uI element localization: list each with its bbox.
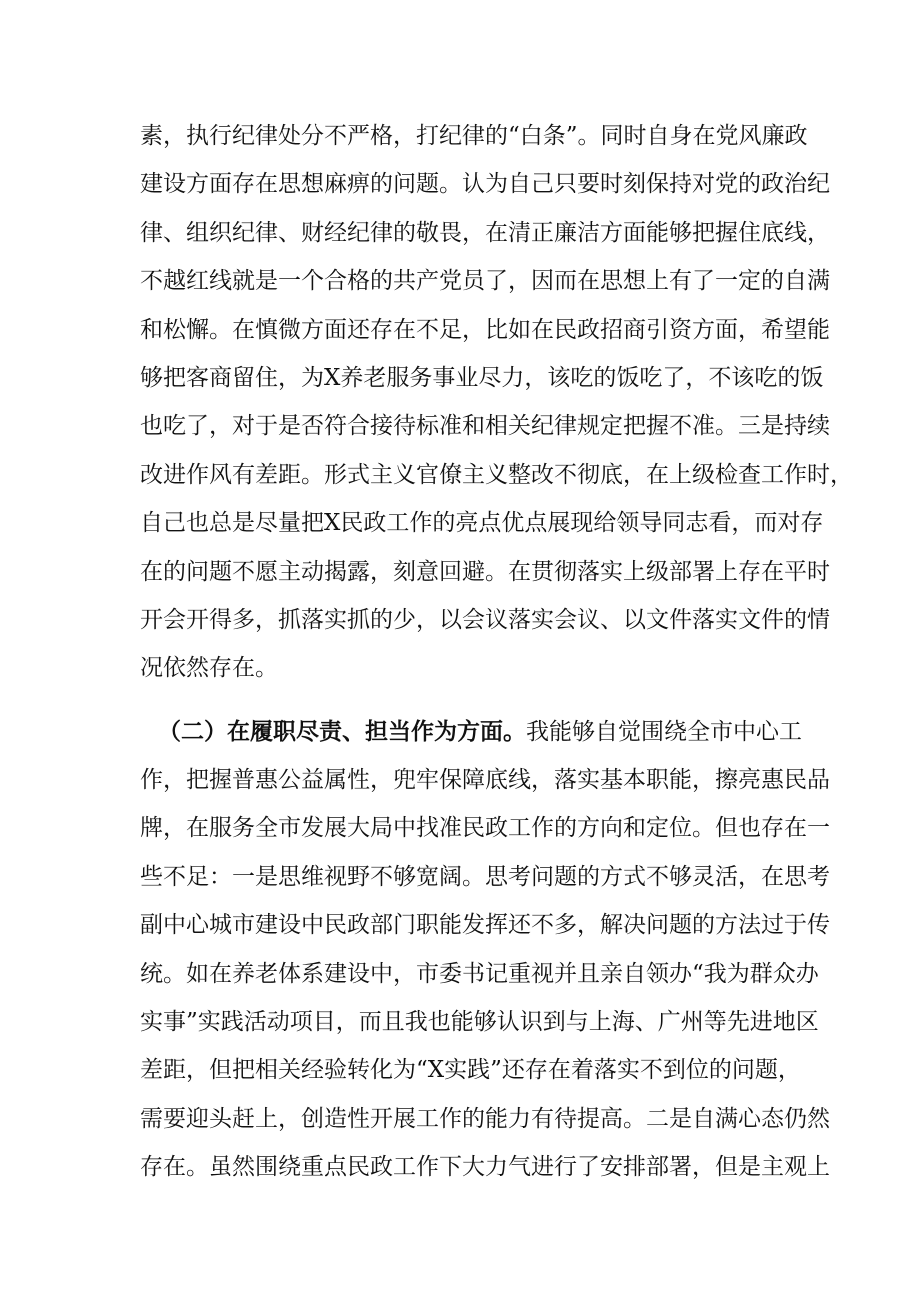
text-line: 建设方面存在思想麻痹的问题。认为自己只要时刻保持对党的政治纪	[140, 171, 830, 198]
document-page	[140, 112, 853, 1192]
paragraph-gap	[140, 693, 794, 708]
text-line: 副中心城市建设中民政部门职能发挥还不多，解决问题的方法过于传	[140, 912, 830, 939]
text-line: 些不足：一是思维视野不够宽阔。思考问题的方式不够灵活，在思考	[140, 863, 830, 890]
paragraph-discipline	[140, 112, 853, 693]
text-line: 改进作风有差距。形式主义官僚主义整改不彻底，在上级检查工作时，	[140, 461, 853, 488]
text-line: 作，把握普惠公益属性，兜牢保障底线，落实基本职能，擦亮惠民品	[140, 767, 830, 794]
text-line: 统。如在养老体系建设中，市委书记重视并且亲自领办“我为群众办	[140, 960, 819, 987]
text-line: 存在。虽然围绕重点民政工作下大力气进行了安排部署，但是主观上	[140, 1154, 830, 1181]
text-line: 素，执行纪律处分不严格，打纪律的“白条”。同时自身在党风廉政	[140, 123, 808, 149]
text-line: 需要迎头赶上，创造性开展工作的能力有待提高。二是自满心态仍然	[140, 1105, 830, 1132]
paragraph-duty	[140, 708, 830, 1192]
text-line-first	[140, 708, 802, 756]
text-line: 和松懈。在慎微方面还存在不足，比如在民政招商引资方面，希望能	[140, 316, 830, 343]
text-line: 差距，但把相关经验转化为“X实践”还存在着落实不到位的问题，	[140, 1057, 801, 1084]
text-line: 不越红线就是一个合格的共产党员了，因而在思想上有了一定的自满	[140, 268, 830, 295]
text-line: 况依然存在。	[140, 655, 278, 682]
text-run: 我能够自觉围绕全市中心工	[526, 718, 802, 745]
text-line: 开会开得多，抓落实抓的少，以会议落实会议、以文件落实文件的情	[140, 606, 830, 633]
text-line: 牌，在服务全市发展大局中找准民政工作的方向和定位。但也存在一	[140, 815, 830, 842]
text-line: 在的问题不愿主动揭露，刻意回避。在贯彻落实上级部署上存在平时	[140, 558, 830, 585]
text-line: 自己也总是尽量把X民政工作的亮点优点展现给领导同志看，而对存	[140, 510, 824, 537]
text-line: 实事”实践活动项目，而且我也能够认识到与上海、广州等先进地区	[140, 1009, 819, 1036]
text-line: 也吃了，对于是否符合接待标准和相关纪律规定把握不准。三是持续	[140, 413, 830, 440]
section-heading: （二）在履职尽责、担当作为方面。	[158, 717, 526, 745]
text-line: 律、组织纪律、财经纪律的敬畏，在清正廉洁方面能够把握住底线，	[140, 219, 830, 246]
text-line: 够把客商留住，为X养老服务事业尽力，该吃的饭吃了，不该吃的饭	[140, 364, 824, 391]
